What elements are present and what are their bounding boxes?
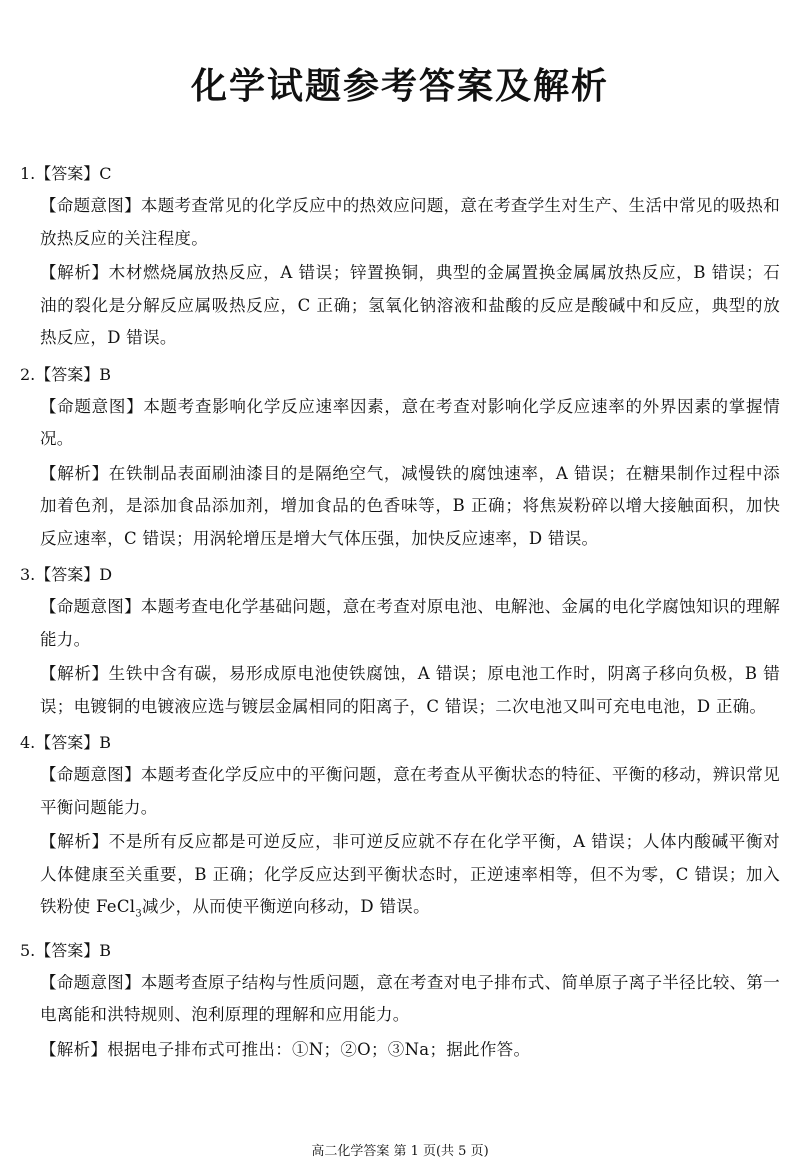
question-5 — [0, 935, 800, 1067]
analysis-text-pre: 【解析】不是所有反应都是可逆反应，非可逆反应就不存在化学平衡，A 错误；人体内酸碱平衡对人体健康至关重要，B 正确；化学反应达到平衡状态时，正逆速率相等，但不为零，C 错误；加入铁粉使 FeCl — [40, 832, 780, 916]
question-number: 5. — [20, 940, 36, 960]
question-2-answer — [20, 359, 800, 391]
answer-text: 【答案】B — [35, 733, 112, 752]
page-title: 化学试题参考答案及解析 — [190, 66, 609, 107]
question-number: 3. — [20, 565, 36, 584]
question-1-intent: 【命题意图】本题考查常见的化学反应中的热效应问题，意在考查学生对生产、生活中常见的吸热和放热反应的关注程度。 — [40, 196, 780, 248]
answer-text: 【答案】D — [35, 565, 113, 584]
question-3-intent: 【命题意图】本题考查电化学基础问题，意在考查对原电池、电解池、金属的电化学腐蚀知识的理解能力。 — [40, 597, 780, 649]
question-3 — [0, 559, 800, 723]
question-4-analysis — [40, 826, 780, 931]
question-5-analysis: 【解析】根据电子排布式可推出：①N；②O；③Na；据此作答。 — [40, 1039, 531, 1059]
subscript-3: 3 — [135, 908, 143, 920]
question-number: 4. — [20, 733, 36, 752]
question-2-analysis: 【解析】在铁制品表面刷油漆目的是隔绝空气，减慢铁的腐蚀速率，A 错误；在糖果制作过程中添加着色剂，是添加食品添加剂，增加食品的色香味等，B 正确；将焦炭粉碎以增大接触面积，加快反应速率，C 错误；用涡轮增压是增大气体压强，加快反应速率，D 错误。 — [40, 463, 780, 548]
question-1 — [0, 158, 800, 355]
question-5-answer — [20, 935, 800, 967]
analysis-text-post: 减少，从而使平衡逆向移动，D 错误。 — [142, 897, 430, 916]
question-2 — [0, 359, 800, 556]
answer-list — [0, 158, 800, 1070]
question-4 — [0, 727, 800, 931]
question-1-analysis: 【解析】木材燃烧属放热反应，A 错误；锌置换铜，典型的金属置换金属属放热反应，B 错误；石油的裂化是分解反应属吸热反应，C 正确；氢氧化钠溶液和盐酸的反应是酸碱中和反应，典型的放热反应，D 错误。 — [40, 263, 780, 347]
question-number: 1. — [20, 164, 36, 183]
question-4-intent: 【命题意图】本题考查化学反应中的平衡问题，意在考查从平衡状态的特征、平衡的移动，辨识常见平衡问题能力。 — [40, 765, 780, 817]
question-5-intent: 【命题意图】本题考查原子结构与性质问题，意在考查对电子排布式、简单原子离子半径比较、第一电离能和洪特规则、泡利原理的理解和应用能力。 — [40, 972, 780, 1025]
question-3-analysis: 【解析】生铁中含有碳，易形成原电池使铁腐蚀，A 错误；原电池工作时，阴离子移向负极，B 错误；电镀铜的电镀液应选与镀层金属相同的阳离子，C 错误；二次电池又叫可充电电池，D 正确。 — [40, 664, 780, 716]
question-3-answer — [20, 559, 800, 591]
answer-text: 【答案】B — [35, 364, 112, 384]
page-footer: 高二化学答案 第 1 页(共 5 页) — [311, 1144, 489, 1159]
question-1-answer — [20, 158, 800, 190]
answer-text: 【答案】C — [35, 164, 112, 183]
question-2-intent: 【命题意图】本题考查影响化学反应速率因素，意在考查对影响化学反应速率的外界因素的掌握情况。 — [40, 396, 780, 448]
answer-text: 【答案】B — [35, 940, 112, 960]
question-number: 2. — [20, 364, 36, 384]
question-4-answer — [20, 727, 800, 759]
